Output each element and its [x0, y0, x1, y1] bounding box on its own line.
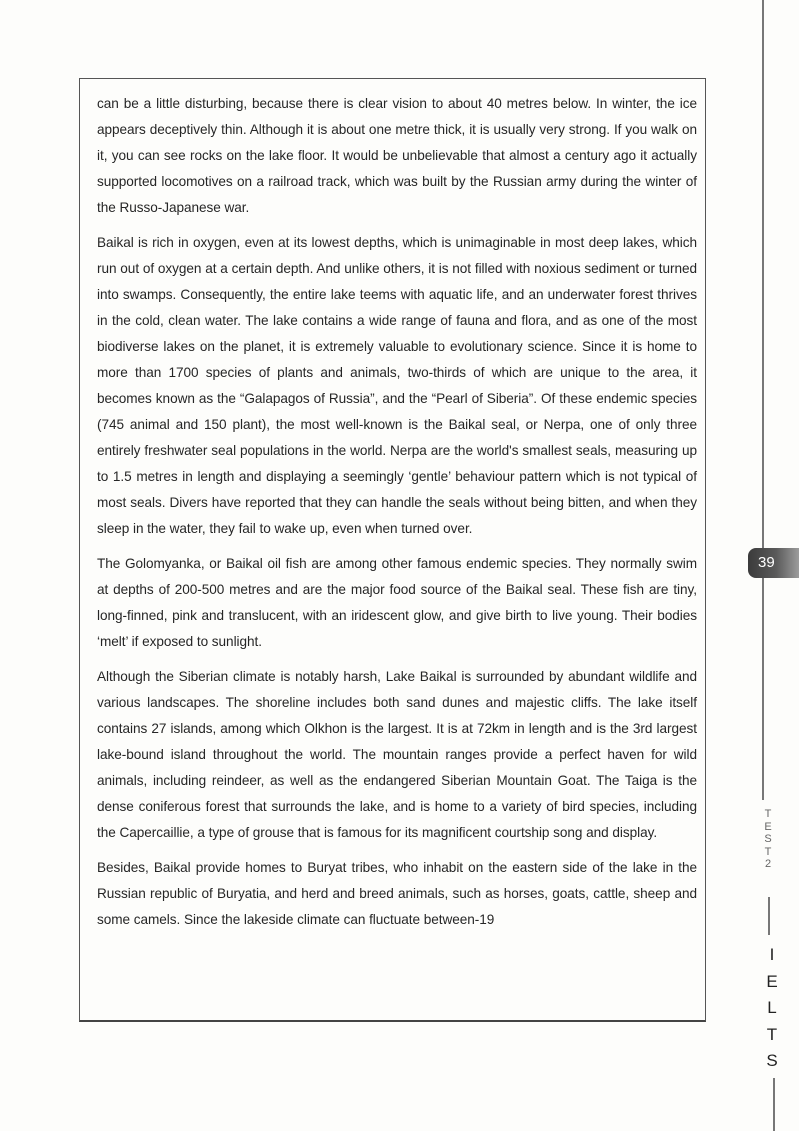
passage-paragraph-5: Besides, Baikal provide homes to Buryat tribes, who inhabit on the eastern side of the lake in the Russian republic of Buryatia, and herd and breed animals, such as horses, goats, cattle, sheep and some camels. Since the lakeside climate can fluctuate between-19 — [97, 860, 697, 927]
passage-paragraph-3: The Golomyanka, or Baikal oil fish are among other famous endemic species. They normally swim at depths of 200-500 metres and are the major food source of the Baikal seal. These fish are tiny, long-finned, pink and translucent, with an iridescent glow, and give birth to live young. Their bodies ‘melt’ if exposed to sunlight. — [97, 556, 697, 649]
page-number: 39 — [758, 554, 775, 571]
reading-passage-box — [79, 78, 706, 1022]
ielts-label-vertical: I E L T S — [766, 945, 778, 1070]
passage-paragraph-1: can be a little disturbing, because there is clear vision to about 40 metres below. In winter, the ice appears deceptively thin. Although it is about one metre thick, it is usually very strong. If you walk on it, you can see rocks on the lake floor. It would be unbelievable that almost a century ago it actually supported locomotives on a railroad track, which was built by the Russian army during the winter of the Russo-Japanese war. — [97, 96, 697, 215]
margin-divider-line — [768, 897, 770, 935]
passage-paragraph-2: Baikal is rich in oxygen, even at its lowest depths, which is unimaginable in most deep lakes, which run out of oxygen at a certain depth. And unlike others, it is not filled with noxious sediment or turned into swamps. Consequently, the entire lake teems with aquatic life, and an underwater forest thrives in the cold, clean water. The lake contains a wide range of fauna and flora, and as one of the most biodiverse lakes on the planet, it is extremely valuable to evolutionary science. Since it is home to more than 1700 species of plants and animals, two-thirds of which are unique to the area, it becomes known as the “Galapagos of Russia”, and the “Pearl of Siberia”. Of these endemic species (745 animal and 150 plant), the most well-known is the Baikal seal, or Nerpa, one of only three entirely freshwater seal populations in the world. Nerpa are the world's smallest seals, measuring up to 1.5 metres in length and displaying a seemingly ‘gentle’ behaviour pattern which is not typical of most seals. Divers have reported that they can handle the seals without being bitten, and when they sleep in the water, they fail to wake up, even when turned over. — [97, 235, 697, 536]
page-number-tab — [748, 548, 799, 578]
margin-divider-line — [773, 1078, 775, 1131]
margin-divider-line — [762, 578, 764, 800]
margin-divider-line — [762, 0, 764, 548]
test-label-vertical: T E S T 2 — [764, 808, 772, 870]
passage-paragraph-4: Although the Siberian climate is notably harsh, Lake Baikal is surrounded by abundant wildlife and various landscapes. The shoreline includes both sand dunes and majestic cliffs. The lake itself contains 27 islands, among which Olkhon is the largest. It is at 72km in length and is the 3rd largest lake-bound island throughout the world. The mountain ranges provide a perfect haven for wild animals, including reindeer, as well as the endangered Siberian Mountain Goat. The Taiga is the dense coniferous forest that surrounds the lake, and is home to a variety of bird species, including the Capercaillie, a type of grouse that is famous for its magnificent courtship song and display. — [97, 669, 697, 840]
